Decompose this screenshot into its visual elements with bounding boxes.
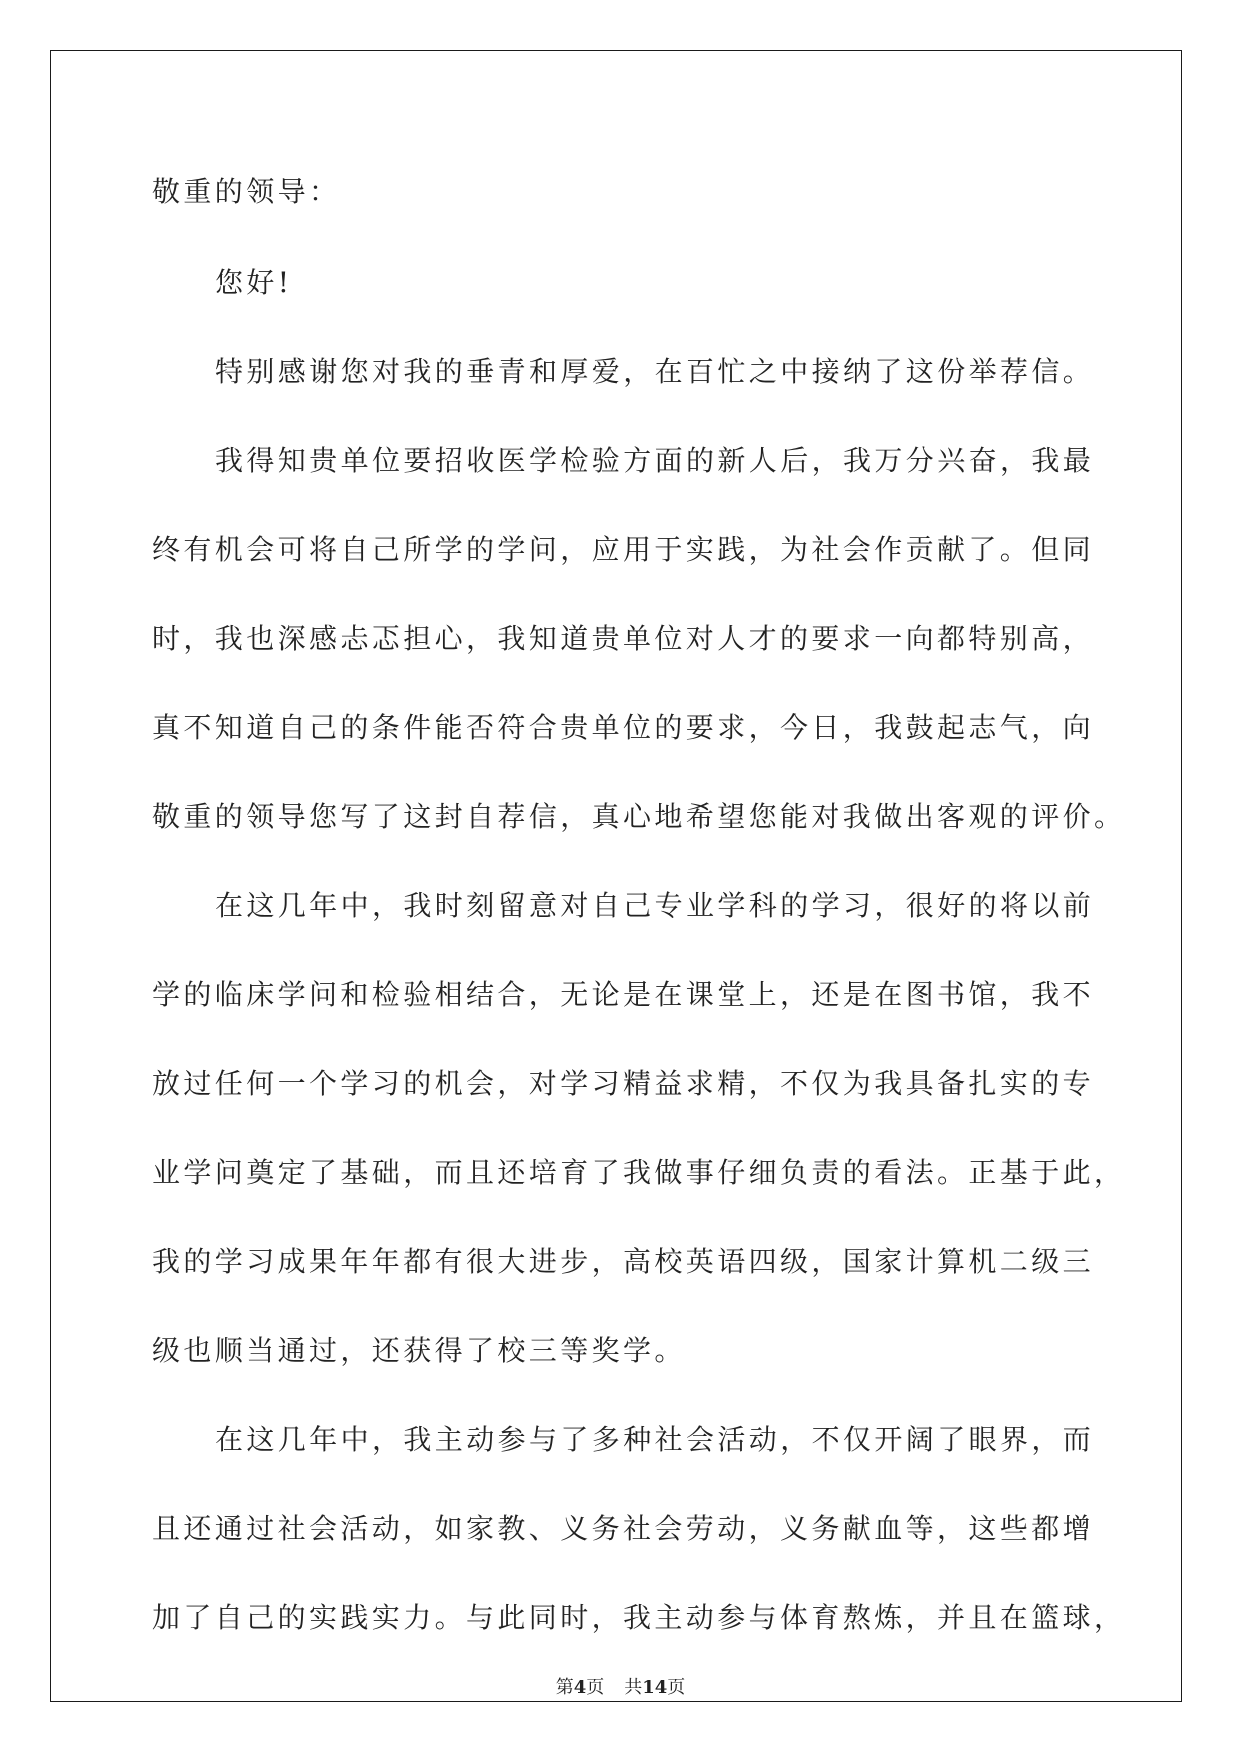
text-line-9: 在这几年中，我时刻留意对自己专业学科的学习，很好的将以前	[215, 889, 1095, 922]
text-line-13: 我的学习成果年年都有很大进步，高校英语四级，国家计算机二级三	[152, 1245, 1095, 1278]
text-line-12: 业学问奠定了基础，而且还培育了我做事仔细负责的看法。正基于此，	[152, 1156, 1126, 1189]
text-line-6: 时，我也深感忐忑担心，我知道贵单位对人才的要求一向都特别高，	[152, 622, 1095, 655]
salutation-line: 敬重的领导：	[152, 175, 341, 208]
text-line-15: 在这几年中，我主动参与了多种社会活动，不仅开阔了眼界，而	[215, 1423, 1095, 1456]
greeting-line: 您好!	[215, 266, 293, 299]
page-current: 4	[573, 1677, 587, 1698]
text-line-10: 学的临床学问和检验相结合，无论是在课堂上，还是在图书馆，我不	[152, 978, 1095, 1011]
text-line-16: 且还通过社会活动，如家教、义务社会劳动，义务献血等，这些都增	[152, 1512, 1095, 1545]
page-suffix: 页	[586, 1677, 605, 1698]
text-line-17: 加了自己的实践实力。与此同时，我主动参与体育熬炼，并且在篮球，	[152, 1601, 1126, 1634]
page-prefix: 第	[555, 1677, 574, 1698]
text-line-14: 级也顺当通过，还获得了校三等奖学。	[152, 1334, 686, 1367]
text-line-8: 敬重的领导您写了这封自荐信，真心地希望您能对我做出客观的评价。	[152, 800, 1126, 833]
page-footer	[0, 1676, 1241, 1700]
text-line-4: 我得知贵单位要招收医学检验方面的新人后，我万分兴奋，我最	[215, 444, 1095, 477]
text-line-3: 特别感谢您对我的垂青和厚爱，在百忙之中接纳了这份举荐信。	[215, 355, 1095, 388]
text-line-7: 真不知道自己的条件能否符合贵单位的要求，今日，我鼓起志气，向	[152, 711, 1095, 744]
page-total: 14	[642, 1677, 668, 1698]
total-prefix: 共	[624, 1677, 643, 1698]
text-line-11: 放过任何一个学习的机会，对学习精益求精，不仅为我具备扎实的专	[152, 1067, 1095, 1100]
total-suffix: 页	[667, 1677, 686, 1698]
text-line-5: 终有机会可将自己所学的学问，应用于实践，为社会作贡献了。但同	[152, 533, 1095, 566]
